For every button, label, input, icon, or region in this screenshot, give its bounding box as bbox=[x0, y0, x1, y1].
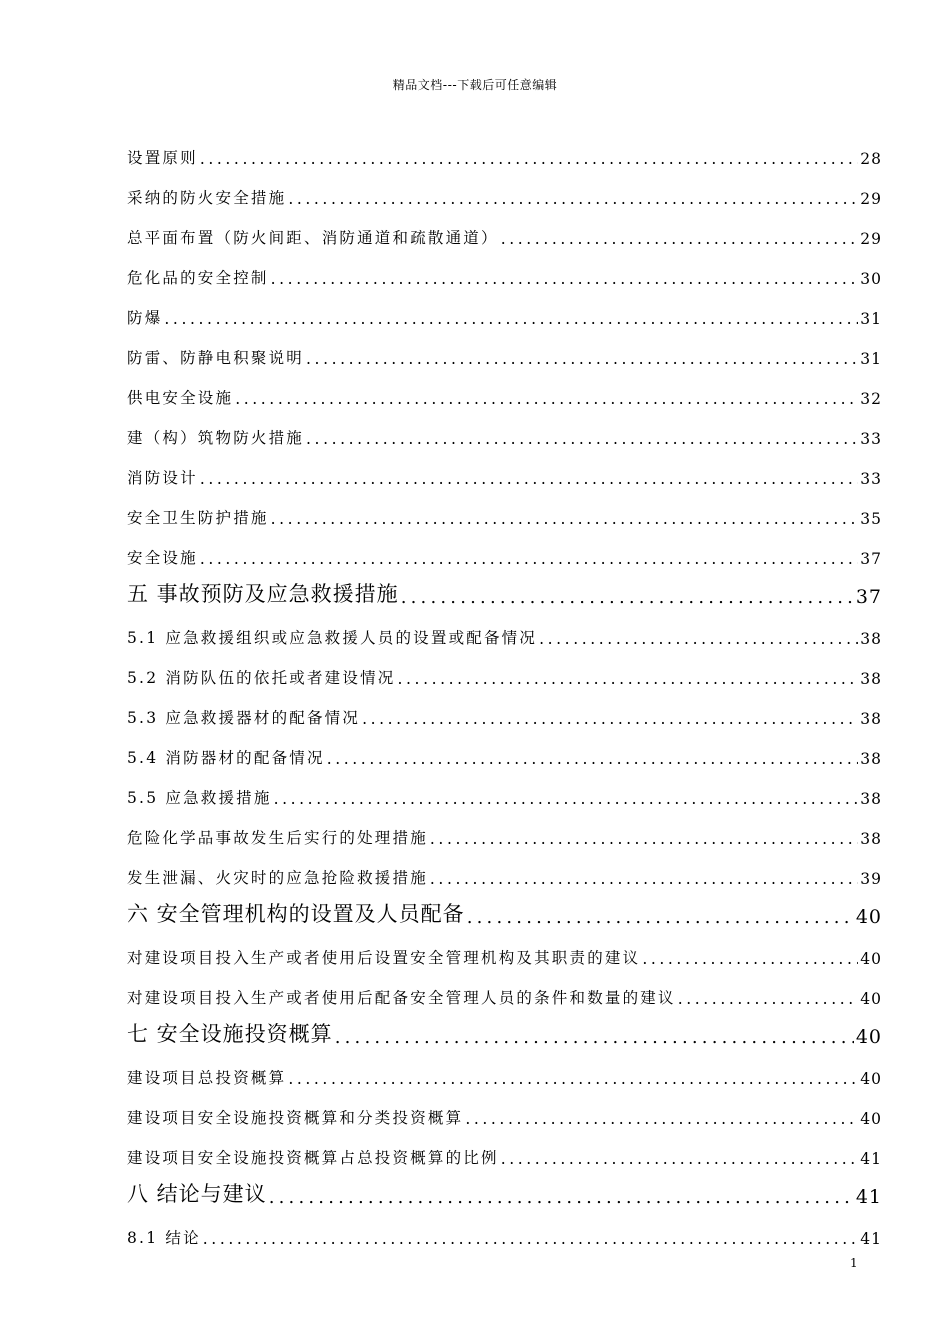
toc-entry-title: 建（构）筑物防火措施 bbox=[127, 429, 305, 447]
toc-entry[interactable] bbox=[127, 688, 882, 728]
toc-entry[interactable] bbox=[127, 608, 882, 648]
toc-entry-title: 总平面布置（防火间距、消防通道和疏散通道） bbox=[127, 229, 499, 247]
toc-entry[interactable] bbox=[127, 648, 882, 688]
toc-entry[interactable] bbox=[127, 168, 882, 208]
toc-entry-title: 5.1 应急救援组织或应急救援人员的设置或配备情况 bbox=[127, 629, 538, 647]
toc-dot-leader bbox=[286, 1070, 858, 1088]
toc-entry-title: 防爆 bbox=[127, 309, 163, 327]
toc-entry-title: 建设项目安全设施投资概算和分类投资概算 bbox=[127, 1109, 464, 1127]
toc-entry-page: 32 bbox=[860, 390, 882, 408]
toc-entry-title: 发生泄漏、火灾时的应急抢险救援措施 bbox=[127, 869, 428, 887]
toc-dot-leader bbox=[272, 790, 859, 808]
toc-dot-leader bbox=[463, 1110, 858, 1128]
toc-entry-title: 供电安全设施 bbox=[127, 389, 234, 407]
toc-entry-page: 38 bbox=[860, 670, 882, 688]
toc-entry-page: 35 bbox=[860, 510, 882, 528]
toc-entry-page: 38 bbox=[860, 790, 882, 808]
toc-entry[interactable] bbox=[127, 968, 882, 1008]
toc-entry[interactable] bbox=[127, 808, 882, 848]
toc-entry[interactable] bbox=[127, 768, 882, 808]
toc-entry[interactable] bbox=[127, 528, 882, 568]
toc-entry-title: 对建设项目投入生产或者使用后设置安全管理机构及其职责的建议 bbox=[127, 949, 641, 967]
toc-entry-page: 40 bbox=[860, 950, 882, 968]
toc-entry-page: 28 bbox=[860, 150, 882, 168]
toc-dot-leader bbox=[428, 830, 858, 848]
toc-entry[interactable] bbox=[127, 1208, 882, 1248]
toc-entry-title: 设置原则 bbox=[127, 149, 198, 167]
toc-entry-page: 39 bbox=[860, 870, 882, 888]
toc-entry-title: 建设项目安全设施投资概算占总投资概算的比例 bbox=[127, 1149, 499, 1167]
toc-dot-leader bbox=[465, 907, 854, 928]
toc-entry-page: 37 bbox=[855, 586, 882, 608]
toc-dot-leader bbox=[333, 1027, 854, 1048]
toc-entry-page: 41 bbox=[855, 1186, 882, 1208]
toc-entry-page: 40 bbox=[855, 906, 882, 928]
toc-chapter-entry[interactable] bbox=[127, 1008, 882, 1048]
toc-entry-page: 41 bbox=[860, 1230, 882, 1248]
toc-entry-title: 安全设施 bbox=[127, 549, 198, 567]
toc-dot-leader bbox=[537, 630, 858, 648]
toc-dot-leader bbox=[499, 1150, 859, 1168]
toc-entry-page: 29 bbox=[860, 230, 882, 248]
toc-entry-page: 37 bbox=[860, 550, 882, 568]
toc-entry-page: 31 bbox=[860, 310, 882, 328]
toc-dot-leader bbox=[198, 470, 858, 488]
toc-entry[interactable] bbox=[127, 728, 882, 768]
page-header: 精品文档---下载后可任意编辑 bbox=[392, 78, 558, 92]
toc-chapter-entry[interactable] bbox=[127, 1168, 882, 1208]
toc-dot-leader bbox=[395, 670, 858, 688]
toc-entry-title: 5.4 消防器材的配备情况 bbox=[127, 749, 325, 767]
toc-entry[interactable] bbox=[127, 408, 882, 448]
toc-entry-title: 八 结论与建议 bbox=[127, 1182, 267, 1206]
toc-entry-page: 38 bbox=[860, 830, 882, 848]
toc-dot-leader bbox=[267, 1187, 854, 1208]
toc-entry[interactable] bbox=[127, 488, 882, 528]
toc-entry-title: 建设项目总投资概算 bbox=[127, 1069, 287, 1087]
toc-dot-leader bbox=[233, 390, 858, 408]
toc-entry-title: 对建设项目投入生产或者使用后配备安全管理人员的条件和数量的建议 bbox=[127, 989, 676, 1007]
toc-entry-title: 8.1 结论 bbox=[127, 1229, 201, 1247]
toc-entry-page: 31 bbox=[860, 350, 882, 368]
toc-entry-title: 六 安全管理机构的设置及人员配备 bbox=[127, 902, 465, 926]
toc-entry[interactable] bbox=[127, 368, 882, 408]
toc-dot-leader bbox=[640, 950, 858, 968]
toc-entry[interactable] bbox=[127, 128, 882, 168]
toc-dot-leader bbox=[304, 430, 858, 448]
toc-entry[interactable] bbox=[127, 248, 882, 288]
toc-entry[interactable] bbox=[127, 288, 882, 328]
toc-entry-title: 五 事故预防及应急救援措施 bbox=[127, 582, 399, 606]
toc-entry-title: 安全卫生防护措施 bbox=[127, 509, 269, 527]
toc-entry-page: 38 bbox=[860, 750, 882, 768]
toc-entry-page: 30 bbox=[860, 270, 882, 288]
toc-entry-title: 5.3 应急救援器材的配备情况 bbox=[127, 709, 361, 727]
toc-dot-leader bbox=[269, 510, 859, 528]
toc-entry[interactable] bbox=[127, 928, 882, 968]
toc-dot-leader bbox=[198, 550, 858, 568]
toc-dot-leader bbox=[428, 870, 858, 888]
toc-dot-leader bbox=[269, 270, 859, 288]
toc-entry[interactable] bbox=[127, 1128, 882, 1168]
toc-dot-leader bbox=[360, 710, 858, 728]
toc-entry-page: 40 bbox=[860, 1070, 882, 1088]
toc-chapter-entry[interactable] bbox=[127, 568, 882, 608]
toc-entry-title: 5.5 应急救援措施 bbox=[127, 789, 272, 807]
toc-entry[interactable] bbox=[127, 208, 882, 248]
toc-dot-leader bbox=[198, 150, 858, 168]
toc-dot-leader bbox=[304, 350, 858, 368]
toc-entry-title: 消防设计 bbox=[127, 469, 198, 487]
toc-entry-title: 危化品的安全控制 bbox=[127, 269, 269, 287]
table-of-contents bbox=[127, 128, 882, 1248]
toc-entry-page: 38 bbox=[860, 710, 882, 728]
toc-dot-leader bbox=[286, 190, 858, 208]
toc-entry[interactable] bbox=[127, 1088, 882, 1128]
toc-entry-title: 七 安全设施投资概算 bbox=[127, 1022, 333, 1046]
toc-entry-page: 40 bbox=[860, 1110, 882, 1128]
toc-dot-leader bbox=[399, 587, 854, 608]
toc-entry-page: 40 bbox=[860, 990, 882, 1008]
toc-entry[interactable] bbox=[127, 848, 882, 888]
toc-chapter-entry[interactable] bbox=[127, 888, 882, 928]
toc-dot-leader bbox=[499, 230, 859, 248]
toc-entry-page: 29 bbox=[860, 190, 882, 208]
toc-entry-title: 危险化学品事故发生后实行的处理措施 bbox=[127, 829, 428, 847]
toc-entry[interactable] bbox=[127, 1048, 882, 1088]
toc-entry-title: 5.2 消防队伍的依托或者建设情况 bbox=[127, 669, 396, 687]
toc-entry[interactable] bbox=[127, 328, 882, 368]
toc-entry-page: 33 bbox=[860, 430, 882, 448]
toc-dot-leader bbox=[162, 310, 858, 328]
page-number: 1 bbox=[850, 1256, 858, 1270]
toc-entry-page: 40 bbox=[855, 1026, 882, 1048]
toc-entry-title: 采纳的防火安全措施 bbox=[127, 189, 287, 207]
toc-entry-page: 38 bbox=[860, 630, 882, 648]
toc-entry-page: 33 bbox=[860, 470, 882, 488]
toc-dot-leader bbox=[325, 750, 859, 768]
toc-entry-page: 41 bbox=[860, 1150, 882, 1168]
toc-entry[interactable] bbox=[127, 448, 882, 488]
toc-dot-leader bbox=[201, 1230, 858, 1248]
toc-entry-title: 防雷、防静电积聚说明 bbox=[127, 349, 305, 367]
toc-dot-leader bbox=[676, 990, 859, 1008]
